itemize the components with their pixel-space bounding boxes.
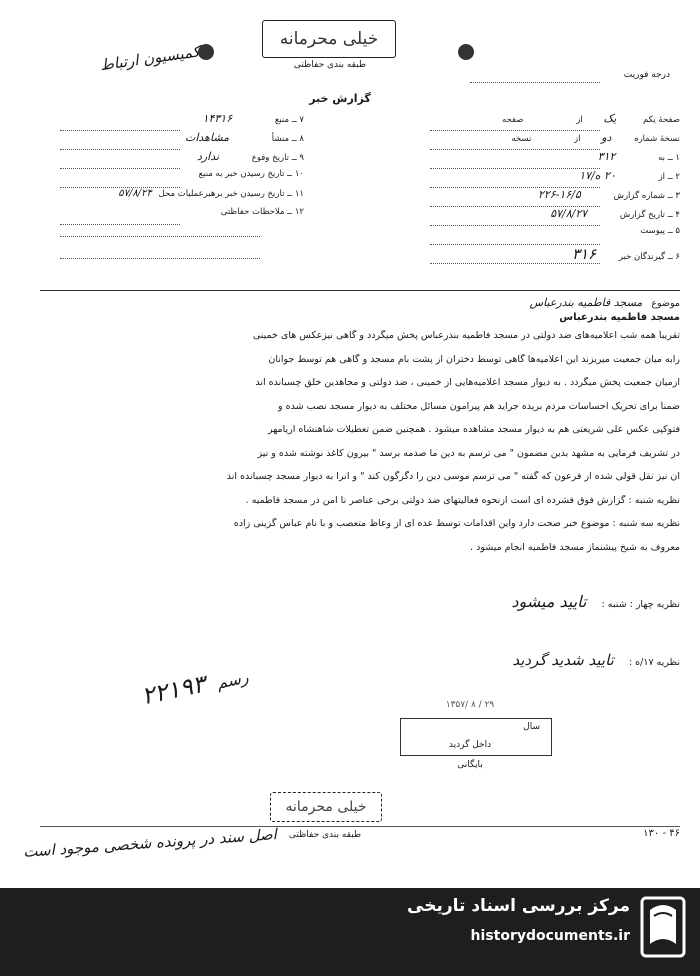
body-line: نظریه سه شنبه : موضوع خبر صحت دارد واین اقدامات توسط عده ای از وعاظ متعصب و با نام عباس گزینی زاده <box>233 518 680 529</box>
bottom-divider <box>40 826 680 827</box>
opinion-1: نظریه چهار : شنبه : تایید میشود <box>511 592 680 611</box>
priority-label: درجه فوریت <box>623 70 670 80</box>
body-line: معروف به شیخ پیشنماز مسجد فاطمیه انجام میشود . <box>470 541 680 553</box>
field-report-date: ۴ ــ تاریخ گزارش ۵۷/۸/۲۷ <box>550 207 680 220</box>
left-field-lines <box>60 112 180 225</box>
receipt-stamp-archive: بایگانی <box>457 760 483 770</box>
field-recipients: ۶ ــ گیرندگان خبر ۳۱۶ <box>571 245 680 263</box>
body-line: نظریه شنبه : گزارش فوق فشرده ای است ازنحوه فعالیتهای ضد دولتی برخی عناصر نا امن در مسجد فاطمیه . <box>245 494 680 506</box>
body-line: آن نیز نقل قولی شده از فرعون که گفته " می ترسم موسی دین را دگرگون کند " و آنرا به دیوار مسجد چسبانده اند <box>226 471 680 482</box>
field-received-source: ۱۰ ــ تاریخ رسیدن خبر به منبع <box>198 169 304 179</box>
opinion-2: نظریه ۱۷/ه : تایید شدید گردید <box>512 651 680 669</box>
field-to: ۱ ــ به ۳۱۲ <box>597 150 680 163</box>
body-line: در تشریف فرمایی به مشهد بدین مضمون " می ترسم به دین ما صدمه برسد " بیرون کاغذ نوشته شده و نیز <box>257 447 680 459</box>
body-line: ضمناً برای تحریک احساسات مردم بریده جراید هم پیرامون مسائل مختلف به دیوار مسجد نصب شده و <box>278 400 680 412</box>
handwritten-note-top: کمیسیون ارتباط <box>98 42 201 75</box>
right-field-lines <box>430 112 600 264</box>
body-line: تقریباً همه شب اعلامیه‌های ضد دولتی در مسجد فاطمیه بندرعباس پخش میگردد و گاهی نیزعکس های خمینی <box>252 330 680 341</box>
watermark-site: historydocuments.ir <box>470 928 630 944</box>
watermark-title: مرکز بررسی اسناد تاریخی <box>407 896 630 916</box>
form-number: ۱۳۰ - ۴۶ <box>643 828 680 839</box>
priority-line <box>470 82 600 83</box>
watermark-logo-icon <box>640 896 686 958</box>
classification-label: طبقه بندی حفاظتی <box>293 60 367 70</box>
report-title: گزارش خبر <box>309 92 371 105</box>
receipt-stamp-year: سال <box>523 722 540 732</box>
field-page: صفحهٔ یکم یک از صفحه <box>501 112 680 125</box>
report-body <box>50 330 680 565</box>
header-divider <box>40 290 680 291</box>
classification-stamp: خیلی محرمانه <box>262 20 396 58</box>
left-extra-line-2 <box>60 258 260 259</box>
body-line: رابه میان جمعیت میریزند این اعلامیه‌ها گاهی توسط دختران از پشت بام مسجد و گاهی هم توسط جوانان <box>268 353 680 365</box>
field-security-notes: ۱۲ ــ ملاحظات حفاظتی <box>220 207 304 217</box>
field-source: ۷ ــ منبع ۱۴۳۱۶ <box>202 112 304 125</box>
body-line: ازمیان جمعیت پخش میگردد . به دیوار مسجد اعلامیه‌هایی از خمینی ، ضد دولتی و مجاهدین خلق چسبانده اند <box>255 377 680 388</box>
body-line: فتوکپی عکس علی شریعتی هم به دیوار مسجد مشاهده میشود . همچنین ضمن تعطیلات شاهنشاه آریامهر <box>267 424 680 435</box>
field-attachment: ۵ ــ پیوست <box>640 226 680 236</box>
subject-line: موضوع مسجد فاطمیه بندرعباس <box>529 296 680 309</box>
field-report-number: ۳ ــ شماره گزارش ۱۶/۵-۲۲۶ <box>537 188 680 201</box>
receipt-stamp-date: ۱۳۵۷/ ۸ / ۲۹ <box>445 700 495 710</box>
left-extra-line-1 <box>60 236 260 237</box>
bottom-handwritten-note: اصل سند در پرونده شخصی موجود است <box>22 825 278 861</box>
field-received-operations: ۱۱ ــ تاریخ رسیدن خبر برهبرعملیات محل ۵۷/۸/۲۴ <box>118 188 304 199</box>
receipt-stamp-entered: داخل گردید <box>448 740 492 750</box>
receipt-stamp <box>390 700 550 776</box>
field-origin: ۸ ــ منشأ مشاهدات <box>184 131 304 144</box>
field-event-date: ۹ ــ تاریخ وقوع ندارد <box>196 150 304 163</box>
field-from: ۲ ــ از ۲۰ ه/۱۷ <box>579 169 680 182</box>
bottom-classification-stamp: خیلی محرمانه <box>270 792 382 822</box>
bottom-classification-label: طبقه بندی حفاظتی <box>288 830 362 840</box>
subject-heading-right: مسجد فاطمیه بندرعباس <box>559 312 680 323</box>
punch-hole-right <box>458 44 474 60</box>
handwritten-number: ۲۲۱۹۳ رسم <box>139 667 250 711</box>
field-copy: نسخهٔ شماره دو از نسخه <box>511 131 680 144</box>
